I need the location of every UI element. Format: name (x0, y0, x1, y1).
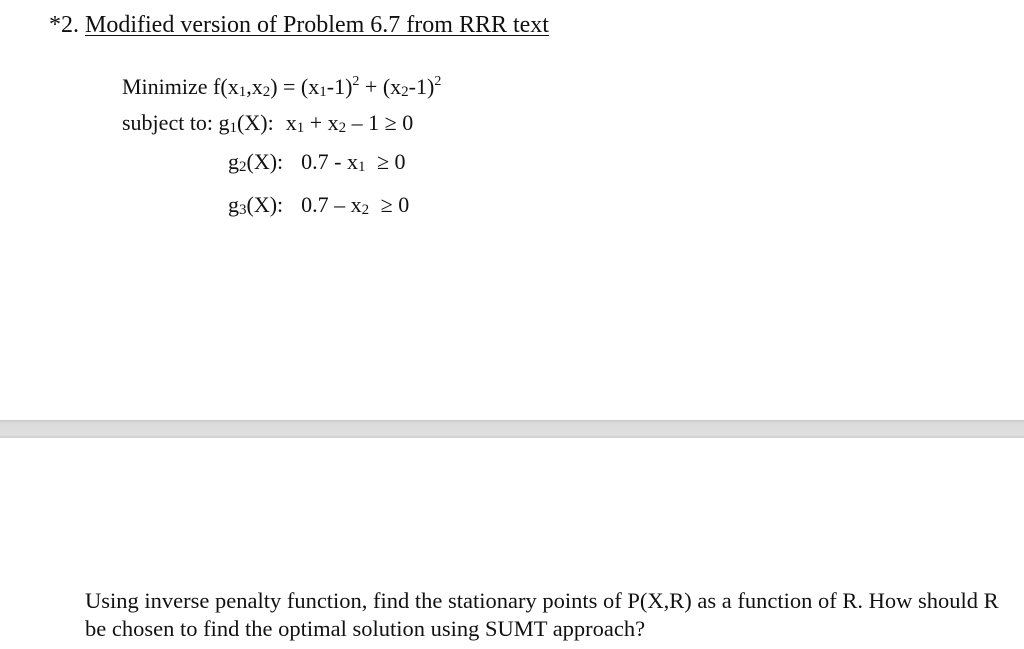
subject-to-label: subject to: (122, 110, 214, 135)
objective-function (122, 68, 441, 106)
objective-plus: + (x (359, 74, 402, 99)
constraint-g3 (228, 191, 409, 224)
constraint-arg: (X): (237, 110, 274, 135)
constraint-expr: + x (304, 110, 339, 135)
problem-number: *2. (49, 12, 79, 38)
constraint-arg: (X): (246, 149, 284, 174)
subscript: 2 (401, 84, 409, 100)
constraint-arg: (X): (246, 192, 284, 217)
superscript: 2 (434, 74, 442, 89)
constraint-g2 (228, 148, 406, 181)
constraint-expr: 0.7 - x (301, 149, 358, 174)
subscript: 1 (319, 84, 327, 100)
constraint-name: g (218, 110, 230, 135)
objective-func: f(x (213, 74, 239, 99)
objective-comma: ,x (246, 74, 263, 99)
objective-term2: -1) (408, 74, 435, 99)
objective-label: Minimize (122, 74, 208, 99)
subscript: 3 (239, 202, 247, 218)
constraint-name: g (228, 149, 239, 174)
page-divider (0, 420, 1024, 438)
subscript: 1 (357, 159, 366, 175)
problem-heading (49, 10, 549, 40)
constraint-g1 (122, 109, 413, 142)
constraint-expr: 0.7 – x (301, 192, 362, 217)
superscript: 2 (352, 74, 360, 89)
constraint-expr: x (285, 110, 297, 135)
problem-title: Modified version of Problem 6.7 from RRR text (85, 12, 549, 38)
subscript: 1 (238, 84, 247, 100)
question-text: Using inverse penalty function, find the stationary points of P(X,R) as a function of R. How should R be chosen to find the optimal solution using SUMT approach? (85, 588, 999, 641)
subscript: 2 (262, 84, 271, 100)
constraint-inequality: ≥ 0 (371, 149, 406, 174)
subscript: 1 (229, 120, 238, 136)
constraint-name: g (228, 192, 239, 217)
subscript: 2 (239, 159, 247, 175)
subscript: 2 (338, 120, 347, 136)
constraint-inequality: ≥ 0 (375, 192, 410, 217)
subscript: 1 (296, 120, 305, 136)
objective-equals: ) = (x (270, 74, 320, 99)
subscript: 2 (361, 202, 370, 218)
constraint-inequality: – 1 ≥ 0 (346, 110, 414, 135)
objective-term1: -1) (326, 74, 353, 99)
